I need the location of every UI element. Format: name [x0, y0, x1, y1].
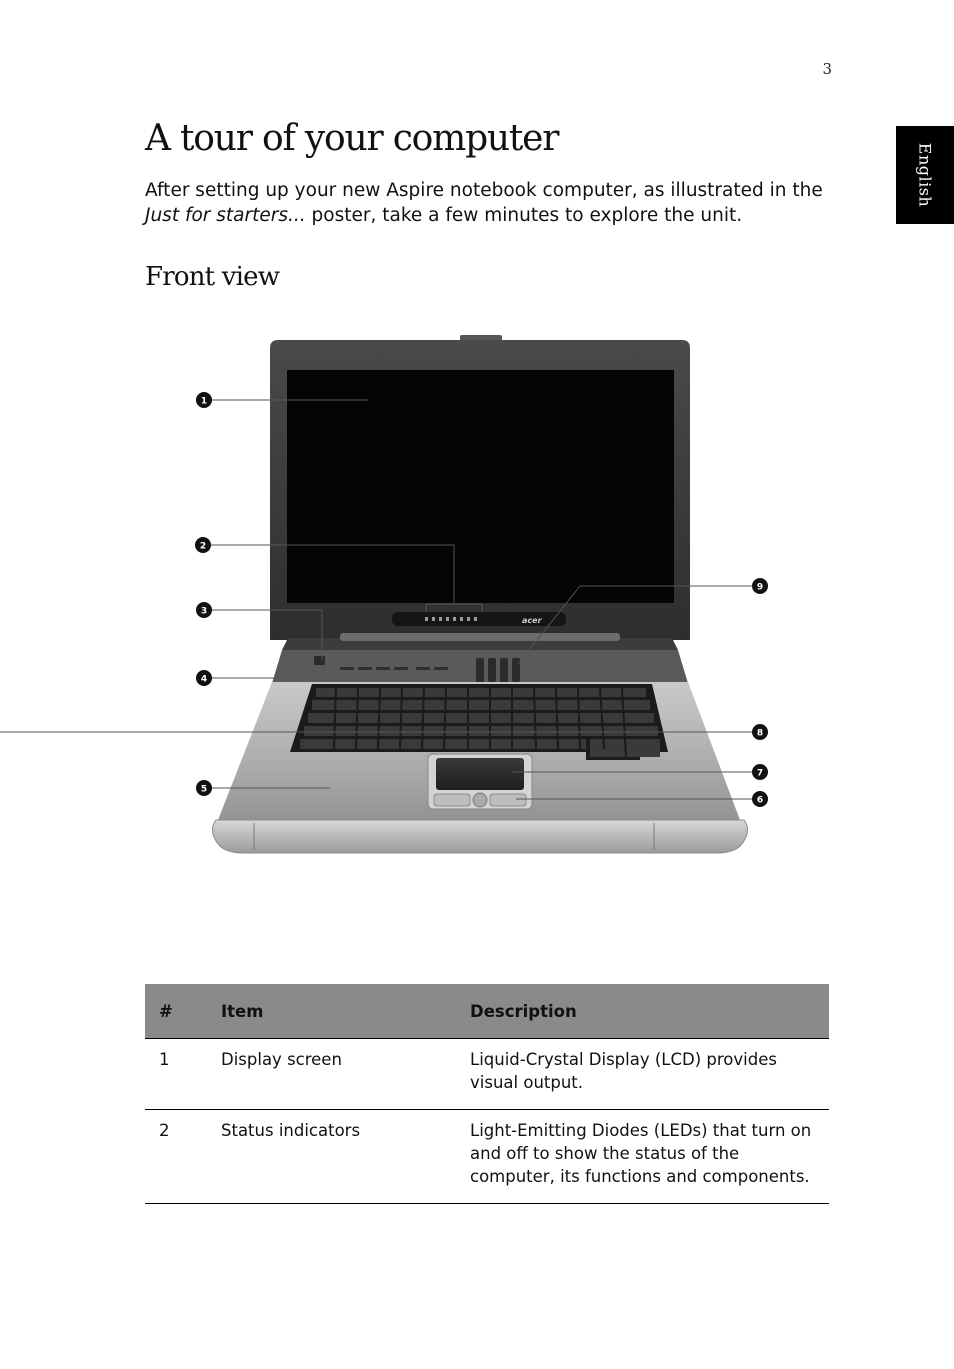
header-number: #: [145, 984, 207, 1039]
row-description: Light-Emitting Diodes (LEDs) that turn on and off to show the status of the computer, its functions and components.: [456, 1110, 829, 1204]
row-description: Liquid-Crystal Display (LCD) provides visual output.: [456, 1039, 829, 1110]
language-tab-label: English: [915, 142, 935, 208]
page-number: 3: [822, 60, 832, 78]
row-number: 2: [145, 1110, 207, 1204]
right-click-button[interactable]: [490, 794, 526, 806]
left-click-button[interactable]: [434, 794, 470, 806]
callout-5: [196, 780, 212, 796]
callout-7: [752, 764, 768, 780]
front-view-table: [145, 984, 829, 1204]
callout-8-label: 8: [756, 728, 764, 739]
hinge-cover: [340, 633, 620, 641]
acer-logo: acer: [522, 616, 542, 625]
table-row: [145, 1039, 829, 1110]
laptop-illustration: [0, 320, 954, 880]
language-tab: [896, 126, 954, 224]
laptop-front-view-figure: [0, 320, 954, 880]
scroll-key[interactable]: [473, 793, 487, 807]
callout-3-label: 3: [200, 606, 208, 617]
table-header-row: [145, 984, 829, 1039]
intro-poster-title: Just for starters...: [145, 205, 306, 226]
callout-4: [196, 670, 212, 686]
table-row: [145, 1110, 829, 1204]
callout-8: [752, 724, 768, 740]
callout-4-label: 4: [200, 674, 208, 685]
row-item: Display screen: [207, 1039, 456, 1110]
callout-1-label: 1: [200, 396, 208, 407]
callout-6: [752, 791, 768, 807]
intro-paragraph: [145, 178, 835, 228]
callout-2-label: 2: [199, 541, 207, 552]
power-button[interactable]: [314, 656, 325, 665]
touchpad[interactable]: [436, 758, 524, 790]
callout-6-label: 6: [756, 795, 764, 806]
row-number: 1: [145, 1039, 207, 1110]
intro-text-before: After setting up your new Aspire notebook computer, as illustrated in the: [145, 180, 823, 201]
section-title: Front view: [145, 262, 280, 292]
display-screen: [287, 370, 674, 603]
callout-9-label: 9: [756, 582, 764, 593]
callout-5-label: 5: [200, 784, 208, 795]
callout-3: [196, 602, 212, 618]
callout-1: [196, 392, 212, 408]
intro-text-after: poster, take a few minutes to explore the unit.: [305, 205, 743, 226]
callout-9: [752, 578, 768, 594]
row-item: Status indicators: [207, 1110, 456, 1204]
page-title: A tour of your computer: [145, 118, 559, 159]
callout-2: [195, 537, 211, 553]
callout-7-label: 7: [756, 768, 764, 779]
front-edge: [212, 820, 747, 853]
header-item: Item: [207, 984, 456, 1039]
header-description: Description: [456, 984, 829, 1039]
